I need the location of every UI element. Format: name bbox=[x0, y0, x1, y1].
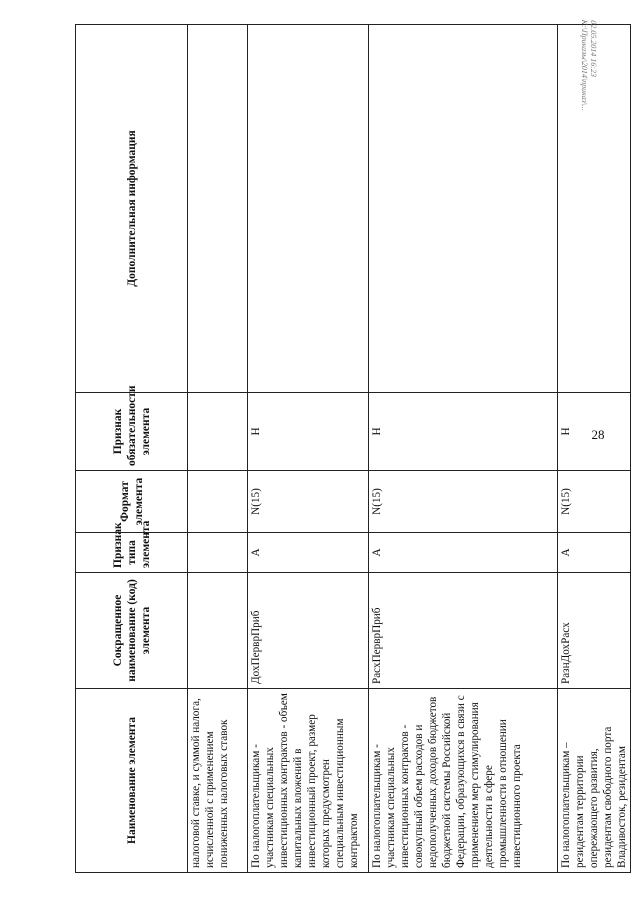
cell-code: ДохПерврПриб bbox=[248, 573, 369, 689]
cell-format: N(15) bbox=[558, 471, 631, 533]
cell-type: А bbox=[369, 533, 558, 573]
cell-name: По налогоплательщикам - участникам специальных инвестиционных контрактов - объем капитальных вложений в инвестиционный проект, размер которых предусмотрен специальным инвестиционным контрактом bbox=[248, 689, 369, 873]
cell-required: Н bbox=[248, 393, 369, 471]
cell-info bbox=[188, 25, 248, 393]
table-header-row bbox=[76, 25, 188, 873]
cell-info bbox=[369, 25, 558, 393]
cell-format: N(15) bbox=[248, 471, 369, 533]
table-row bbox=[188, 25, 248, 873]
header-name: Наименование элемента bbox=[76, 689, 188, 873]
cell-info bbox=[248, 25, 369, 393]
cell-code bbox=[188, 573, 248, 689]
file-stamp bbox=[580, 19, 598, 280]
cell-format: N(15) bbox=[369, 471, 558, 533]
header-format: Формат элемента bbox=[76, 471, 188, 533]
cell-name: По налогоплательщикам – резидентам территории опережающего развития, резидентам свободного порта Владивосток, резидентам bbox=[558, 689, 631, 873]
cell-name: По налогоплательщикам - участникам специальных инвестиционных контрактов - совокупный объем расходов и недополученных доходов бюджетов бюджетной системы Российской Федерации, образующихся в связи с применением мер стимулирования деятельности в сфере промышленности в отношении инвестиционного проекта bbox=[369, 689, 558, 873]
cell-required: Н bbox=[369, 393, 558, 471]
cell-required bbox=[188, 393, 248, 471]
page-number: 28 bbox=[591, 427, 605, 442]
table-row bbox=[248, 25, 369, 873]
cell-name: налоговой ставке, и суммой налога, исчисленной с применением пониженных налоговых ставок bbox=[188, 689, 248, 873]
cell-type: А bbox=[248, 533, 369, 573]
elements-table bbox=[75, 24, 631, 873]
header-code: Сокращенное наименование (код) элемента bbox=[76, 573, 188, 689]
header-type: Признак типа элемента bbox=[76, 533, 188, 573]
header-info: Дополнительная информация bbox=[76, 25, 188, 393]
cell-code: РасхПерврПриб bbox=[369, 573, 558, 689]
table-row bbox=[369, 25, 558, 873]
cell-required: Н bbox=[558, 393, 631, 471]
cell-type bbox=[188, 533, 248, 573]
header-required: Признак обязательности элемента bbox=[76, 393, 188, 471]
stamp-line-1: 02.05.2014 16:23 bbox=[589, 20, 598, 78]
stamp-line-2: К:\Приказы\2014\приказ\... bbox=[580, 19, 589, 112]
cell-code: РазнДохРасх bbox=[558, 573, 631, 689]
cell-format bbox=[188, 471, 248, 533]
cell-type: А bbox=[558, 533, 631, 573]
